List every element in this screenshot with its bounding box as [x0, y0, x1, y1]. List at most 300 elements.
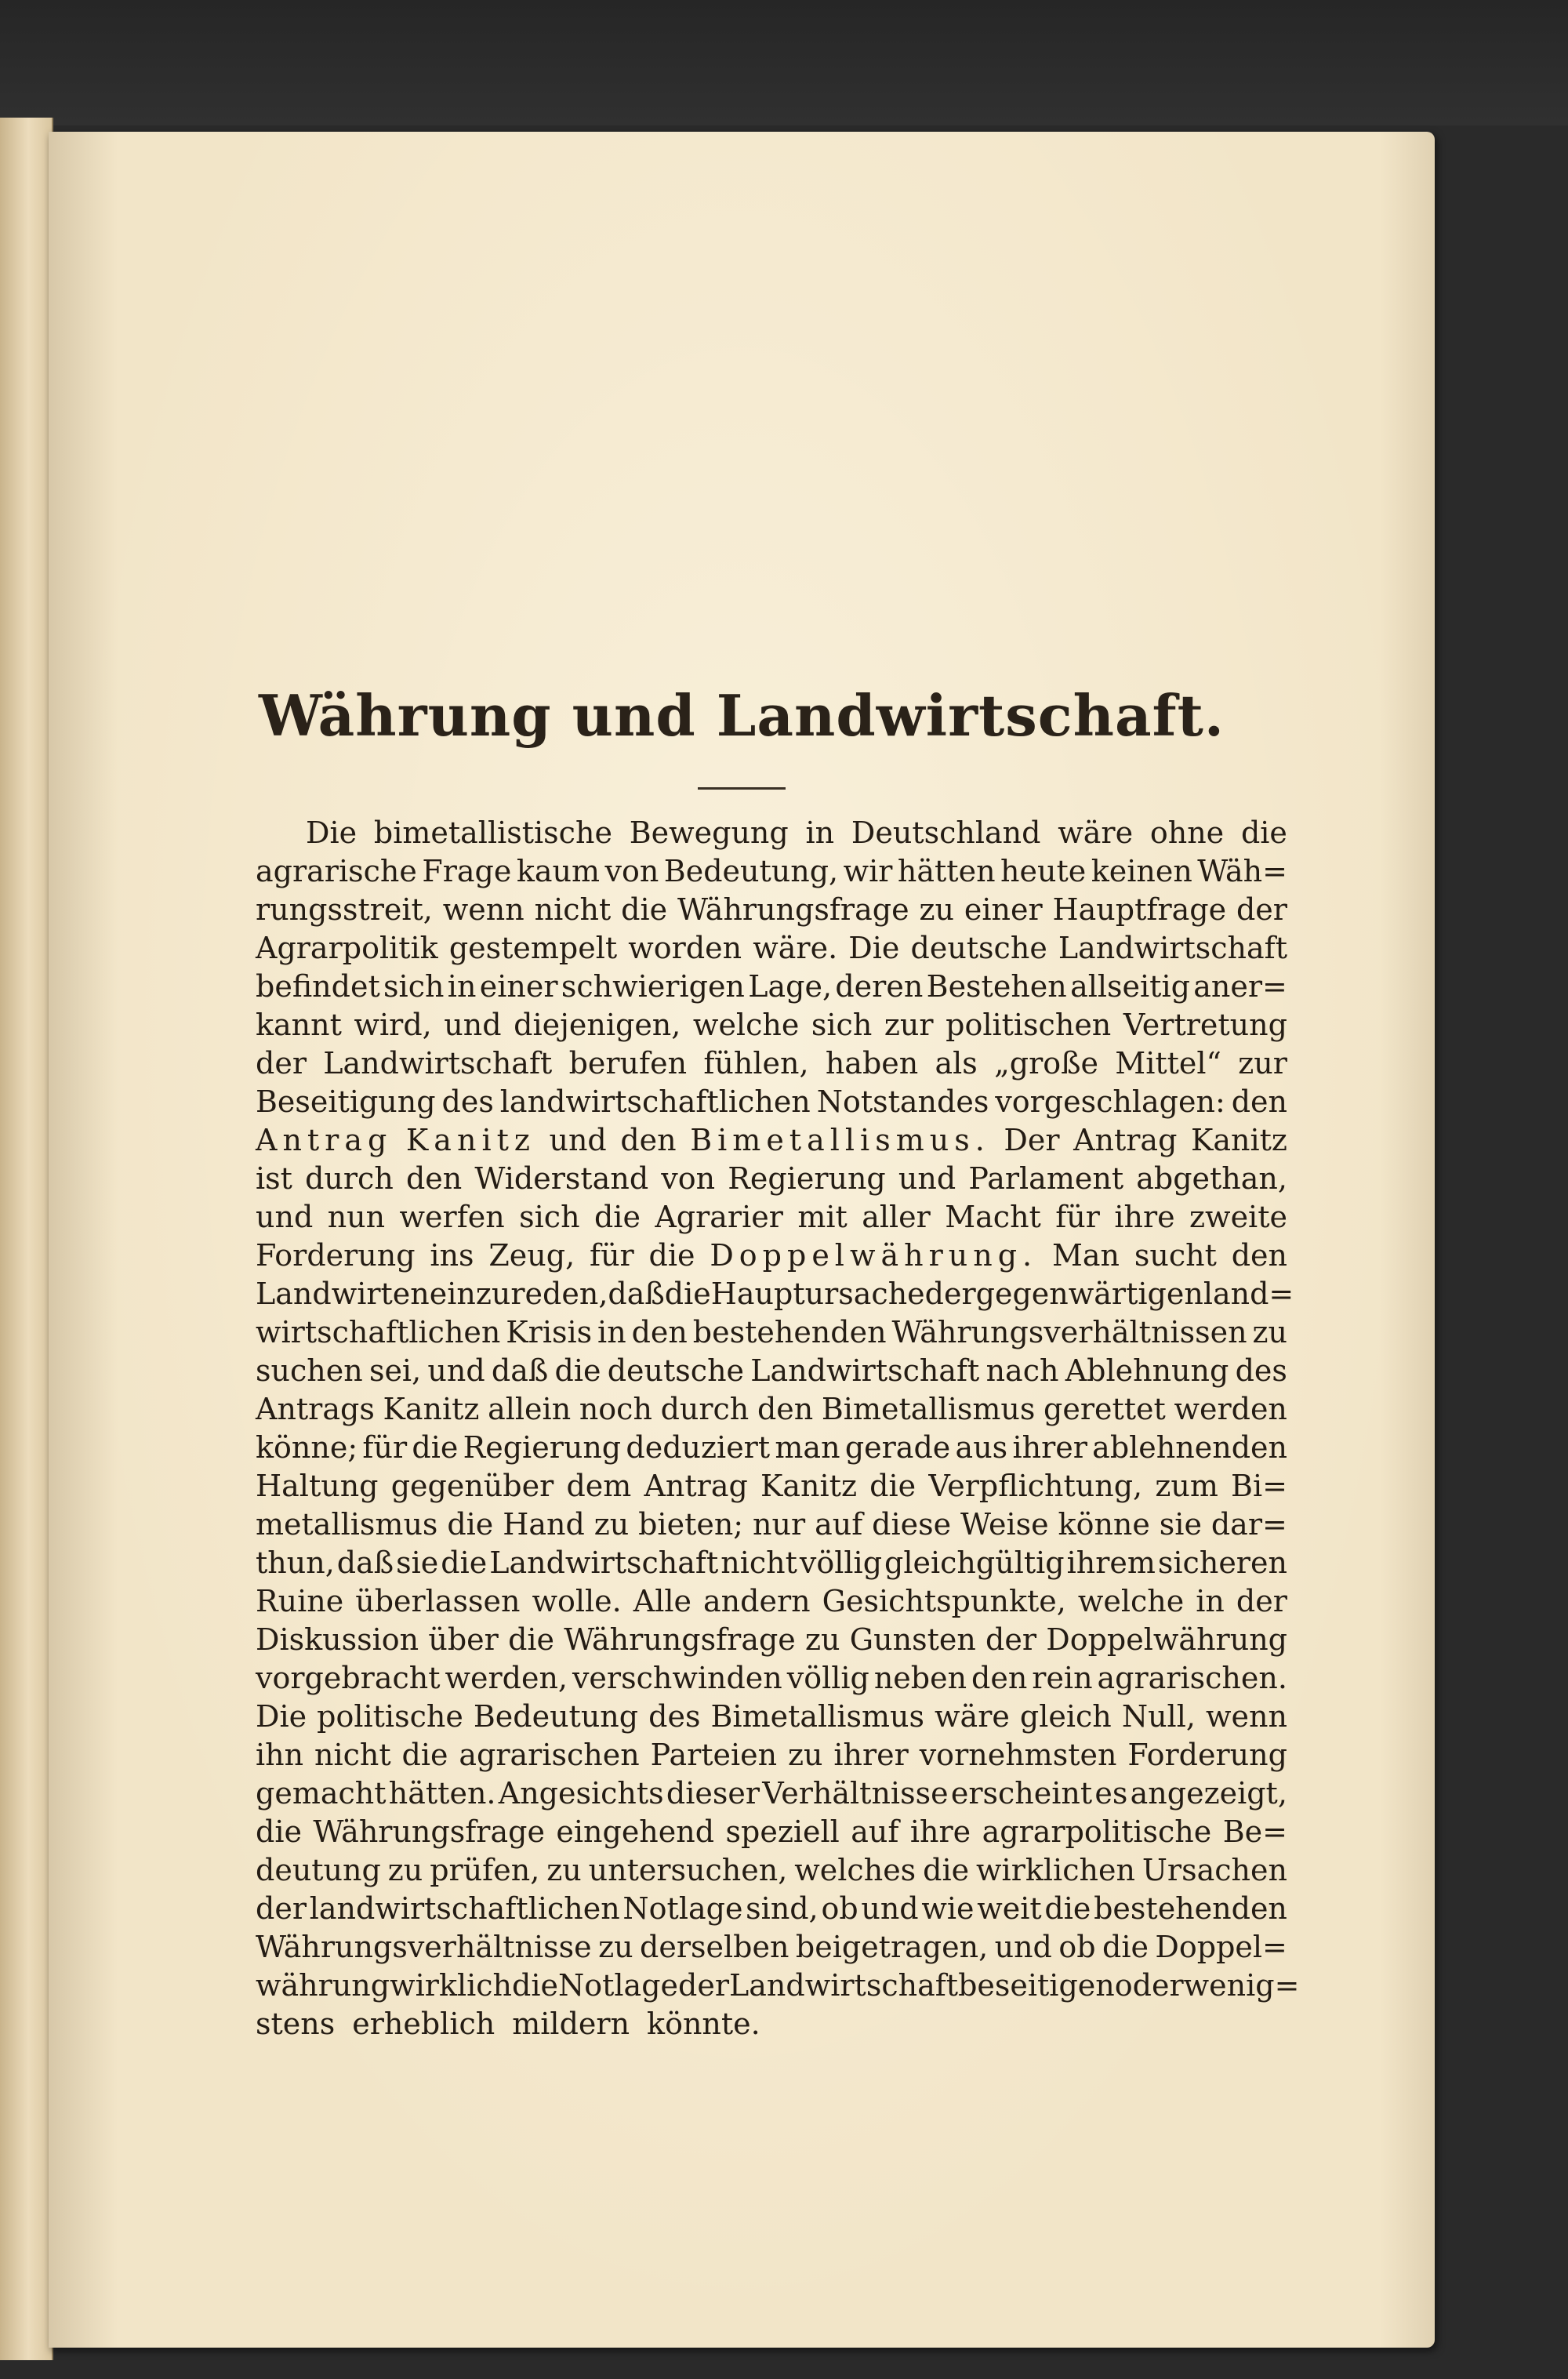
word: Währungsfrage [313, 1814, 545, 1849]
word: agrarischen. [1097, 1661, 1287, 1695]
word: völlig [799, 1545, 883, 1580]
word: auf [851, 1814, 899, 1849]
word: Wäh= [1197, 854, 1287, 888]
word: welches [794, 1853, 916, 1887]
book-page [49, 132, 1435, 2348]
word: aus [955, 1430, 1008, 1465]
word: als [935, 1046, 978, 1081]
text-line [256, 814, 1287, 852]
word: von [661, 1161, 716, 1196]
word: Bestehen [926, 969, 1067, 1004]
word: und [444, 1008, 502, 1042]
word: ihn [256, 1738, 304, 1772]
word: Forderung [1127, 1738, 1287, 1772]
word: die [869, 1469, 916, 1503]
word: keinen [1091, 854, 1192, 888]
text-line [256, 1582, 1287, 1621]
word: landwirtschaftlichen [309, 1891, 620, 1926]
word: wirklich [390, 1968, 513, 2003]
word: den [631, 1315, 688, 1349]
word: den [620, 1123, 677, 1157]
word: allseitig [1070, 969, 1190, 1004]
word: auf [815, 1507, 863, 1542]
text-line [256, 1544, 1287, 1582]
word: Verpflichtung, [928, 1469, 1143, 1503]
word: zu [598, 1930, 633, 1964]
word: Man [1051, 1238, 1120, 1273]
word: Hauptursache [710, 1277, 925, 1311]
word: daß [336, 1545, 394, 1580]
word: ihre [909, 1814, 971, 1849]
word: die [664, 1277, 711, 1311]
word: in [597, 1315, 626, 1349]
word: zur [1238, 1046, 1287, 1081]
scan-background [0, 0, 1568, 125]
word: Antrag [644, 1469, 748, 1503]
word: Be= [1222, 1814, 1287, 1849]
word: die [441, 1545, 488, 1580]
word: oder [1114, 1968, 1184, 2003]
word: ihrem [1066, 1545, 1156, 1580]
word: derselben [640, 1930, 789, 1964]
word: Währungsfrage [677, 892, 909, 927]
word: agrarischen [459, 1738, 640, 1772]
word: Lage, [748, 969, 833, 1004]
text-line [256, 1237, 1287, 1275]
word: beigetragen, [795, 1930, 989, 1964]
word: politischen [946, 1008, 1112, 1042]
text-line [256, 1890, 1287, 1928]
word: vornehmsten [919, 1738, 1117, 1772]
word: werden, [445, 1661, 568, 1695]
word: wird, [354, 1008, 432, 1042]
word: wie [921, 1891, 975, 1926]
word: politische [317, 1699, 463, 1734]
word: dem [566, 1469, 632, 1503]
word: Beseitigung [256, 1084, 436, 1119]
word: gemacht [256, 1776, 387, 1811]
word: und [861, 1891, 919, 1926]
word: metallismus [256, 1507, 438, 1542]
word: werden [1174, 1392, 1287, 1426]
word: gleichgültig [884, 1545, 1065, 1580]
word: suchen [256, 1353, 363, 1388]
word: Verhältnisse [762, 1776, 949, 1811]
text-line [256, 1160, 1287, 1198]
word: mit [797, 1200, 848, 1234]
word: die [1044, 1891, 1091, 1926]
word: gleich [1019, 1699, 1112, 1734]
word: neben [873, 1661, 967, 1695]
word: zu [593, 1507, 630, 1542]
word: Gesichtspunkte, [822, 1584, 1066, 1618]
word: die [593, 1200, 641, 1234]
word: Währungsverhältnisse [256, 1930, 592, 1964]
word: land= [1203, 1277, 1294, 1311]
word: aller [862, 1200, 931, 1234]
word: Deutschland [851, 815, 1041, 850]
word: Hand [503, 1507, 585, 1542]
word: erheblich [352, 2007, 495, 2041]
word: man [775, 1430, 840, 1465]
text-line [256, 1275, 1294, 1313]
word: Ursachen [1142, 1853, 1287, 1887]
word: des [441, 1084, 494, 1119]
word: Bedeutung [473, 1699, 639, 1734]
word: Alle [633, 1584, 692, 1618]
word: Regierung [463, 1430, 622, 1465]
text-line [256, 1390, 1287, 1429]
text-line [256, 1044, 1287, 1083]
word: beseitigen [958, 1968, 1115, 2003]
text-line [256, 1659, 1287, 1698]
word: Widerstand [474, 1161, 649, 1196]
word: in [805, 815, 835, 850]
word: und [256, 1200, 314, 1234]
word: sucht [1134, 1238, 1217, 1273]
word: zweite [1189, 1200, 1287, 1234]
word: bimetallistische [373, 815, 612, 850]
word: deutung [256, 1853, 381, 1887]
word: angezeigt, [1130, 1776, 1287, 1811]
word: die [447, 1507, 494, 1542]
text-line [256, 1967, 1300, 2005]
word: der [1236, 892, 1287, 927]
word: Parteien [650, 1738, 778, 1772]
word: gerade [844, 1430, 951, 1465]
text-line [256, 1352, 1287, 1390]
word: Kanitz [1190, 1123, 1287, 1157]
word: den [1231, 1238, 1287, 1273]
word: den [405, 1161, 463, 1196]
text-line [256, 1928, 1287, 1967]
text-line [256, 1313, 1287, 1352]
word: zu [805, 1622, 840, 1657]
word: dar= [1210, 1507, 1287, 1542]
word: durch [660, 1392, 750, 1426]
word: sich [811, 1008, 873, 1042]
text-line [256, 2005, 1287, 2043]
word: Haltung [256, 1469, 379, 1503]
word: schwierigen [561, 969, 745, 1004]
word: Landwirtschaft [489, 1545, 719, 1580]
word: die [648, 1238, 695, 1273]
word: diese [872, 1507, 952, 1542]
word: zu [1252, 1315, 1287, 1349]
word: Bimetallismus [821, 1392, 1036, 1426]
word: haben [825, 1046, 919, 1081]
word: sind, [746, 1891, 818, 1926]
text-line [256, 1813, 1287, 1851]
text-line [256, 891, 1287, 929]
word: der [924, 1277, 976, 1311]
word: nicht [720, 1545, 797, 1580]
word: sich [383, 969, 445, 1004]
word: zu [788, 1738, 823, 1772]
word: deutsche [607, 1353, 745, 1388]
word: ihrer [1012, 1430, 1087, 1465]
word: dieser [666, 1776, 760, 1811]
chapter-title: Währung und Landwirtschaft. [259, 682, 1225, 749]
word: gegenüber [390, 1469, 554, 1503]
word: Landwirtschaft [1058, 931, 1287, 965]
word: einer [479, 969, 558, 1004]
word: thun, [256, 1545, 335, 1580]
title-divider [698, 787, 786, 790]
word: wenig= [1183, 1968, 1300, 2003]
word: Doppelwährung [1046, 1622, 1287, 1657]
word: zur [884, 1008, 934, 1042]
word: die [1240, 815, 1287, 850]
word: nicht [534, 892, 612, 927]
word: des [648, 1699, 701, 1734]
word: wolle. [532, 1584, 622, 1618]
word: in [447, 969, 477, 1004]
word: bieten; [638, 1507, 744, 1542]
word: aner= [1193, 969, 1287, 1004]
word: Kanitz [405, 1123, 535, 1157]
word: Kanitz [760, 1469, 857, 1503]
word: rein [1032, 1661, 1093, 1695]
word: wenn [442, 892, 524, 927]
word: erscheint [950, 1776, 1093, 1811]
word: Der [1004, 1123, 1060, 1157]
word: kaum [516, 854, 601, 888]
word: Frage [422, 854, 512, 888]
word: gestempelt [448, 931, 618, 965]
word: Landwirtschaft [323, 1046, 553, 1081]
word: Notlage [558, 1968, 679, 2003]
word: wirtschaftlichen [256, 1315, 501, 1349]
word: überlassen [355, 1584, 521, 1618]
word: wäre [1058, 815, 1134, 850]
word: Bimetallismus [710, 1699, 924, 1734]
text-line [256, 1621, 1287, 1659]
word: Notlage [622, 1891, 743, 1926]
word: weit [977, 1891, 1042, 1926]
word: worden [628, 931, 742, 965]
word: zu [919, 892, 954, 927]
word: zu [546, 1853, 582, 1887]
text-line [256, 1505, 1287, 1544]
word: Ablehnung [1065, 1353, 1229, 1388]
word: den [971, 1661, 1028, 1695]
word: wir [843, 854, 893, 888]
word: sicheren [1157, 1545, 1287, 1580]
word: abgethan, [1136, 1161, 1287, 1196]
word: deutsche [910, 931, 1047, 965]
word: andern [703, 1584, 811, 1618]
word: die [923, 1853, 970, 1887]
word: die [256, 1814, 302, 1849]
word: über [428, 1622, 499, 1657]
word: Bi= [1231, 1469, 1287, 1503]
word: Krisis [506, 1315, 593, 1349]
word: durch [305, 1161, 394, 1196]
word: Weise [960, 1507, 1049, 1542]
word: sie [396, 1545, 439, 1580]
word: Die [848, 931, 900, 965]
word: und [549, 1123, 607, 1157]
word: die [412, 1430, 459, 1465]
text-line [256, 1736, 1287, 1774]
word: rungsstreit, [256, 892, 433, 927]
word: ob [1058, 1930, 1096, 1964]
word: zum [1155, 1469, 1218, 1503]
word: nach [985, 1353, 1059, 1388]
word: wäre. [753, 931, 838, 965]
word: den [1231, 1084, 1287, 1119]
word: nun [327, 1200, 386, 1234]
text-line [256, 1198, 1287, 1237]
word: eingehend [556, 1814, 715, 1849]
text-line [256, 1774, 1287, 1813]
word: in [1196, 1584, 1225, 1618]
word: deren [835, 969, 924, 1004]
word: vorgebracht [256, 1661, 441, 1695]
word: bestehenden [1094, 1891, 1287, 1926]
word: Hauptfrage [1052, 892, 1227, 927]
word: sie [1159, 1507, 1202, 1542]
word: zu [387, 1853, 423, 1887]
word: noch [579, 1392, 652, 1426]
word: bestehenden [692, 1315, 887, 1349]
word: Agrarpolitik [256, 931, 438, 965]
word: gerettet [1044, 1392, 1166, 1426]
word: prüfen, [430, 1853, 540, 1887]
word: der [1236, 1584, 1287, 1618]
word: berufen [568, 1046, 688, 1081]
word: der [256, 1046, 307, 1081]
word: sei, [368, 1353, 422, 1388]
word: kannt [256, 1008, 342, 1042]
word: Bimetallismus. [690, 1123, 990, 1157]
word: verschwinden [572, 1661, 782, 1695]
word: daß [608, 1277, 665, 1311]
word: stens [256, 2007, 336, 2041]
word: Landwirtschaft [750, 1353, 980, 1388]
word: landwirtschaftlichen [499, 1084, 811, 1119]
word: die [554, 1353, 601, 1388]
word: sich [519, 1200, 580, 1234]
word: völlig [786, 1661, 869, 1695]
word: untersuchen, [588, 1853, 788, 1887]
word: „große [994, 1046, 1099, 1081]
word: einzureden, [429, 1277, 608, 1311]
word: hätten. [388, 1776, 496, 1811]
word: der [256, 1891, 307, 1926]
text-line [256, 852, 1287, 891]
word: Forderung [256, 1238, 416, 1273]
text-line [256, 1698, 1287, 1736]
word: es [1094, 1776, 1128, 1811]
word: Die [306, 815, 358, 850]
word: heute [1000, 854, 1087, 888]
word: Bedeutung, [663, 854, 839, 888]
word: könne; [256, 1430, 358, 1465]
word: Notstandes [816, 1084, 989, 1119]
text-line [256, 1121, 1287, 1160]
word: fühlen, [703, 1046, 809, 1081]
word: Die [256, 1699, 307, 1734]
word: wäre [935, 1699, 1010, 1734]
word: Doppelwährung. [710, 1238, 1038, 1273]
word: von [604, 854, 659, 888]
word: ohne [1149, 815, 1225, 850]
word: diejenigen, [514, 1008, 681, 1042]
word: Antrag [1073, 1123, 1178, 1157]
word: der [678, 1968, 730, 2003]
word: ist [256, 1161, 292, 1196]
word: Macht [945, 1200, 1041, 1234]
word: die [1102, 1930, 1149, 1964]
word: daß [491, 1353, 549, 1388]
word: Währungsfrage [564, 1622, 796, 1657]
word: agrarpolitische [982, 1814, 1212, 1849]
text-line [256, 1429, 1287, 1467]
word: die [508, 1622, 555, 1657]
word: nicht [314, 1738, 391, 1772]
word: Doppel= [1155, 1930, 1287, 1964]
word: Vertretung [1123, 1008, 1287, 1042]
word: könne [1058, 1507, 1150, 1542]
word: und [994, 1930, 1052, 1964]
word: speziell [725, 1814, 840, 1849]
word: agrarische [256, 854, 417, 888]
word: welche [1077, 1584, 1185, 1618]
word: wenn [1205, 1699, 1287, 1734]
word: währung [256, 1968, 390, 2003]
word: deduziert [626, 1430, 771, 1465]
text-line [256, 1467, 1287, 1505]
word: Parlament [968, 1161, 1124, 1196]
facing-page-edge [0, 118, 53, 2360]
word: Gunsten [849, 1622, 976, 1657]
word: Ruine [256, 1584, 344, 1618]
text-line [256, 1851, 1287, 1890]
word: Mittel“ [1115, 1046, 1221, 1081]
word: befindet [256, 969, 380, 1004]
word: ihrer [833, 1738, 909, 1772]
word: ihre [1114, 1200, 1175, 1234]
word: die [621, 892, 668, 927]
word: einer [964, 892, 1043, 927]
word: wirklichen [976, 1853, 1135, 1887]
word: die [512, 1968, 558, 2003]
word: die [401, 1738, 448, 1772]
word: Agrarier [655, 1200, 783, 1234]
word: den [757, 1392, 814, 1426]
word: ob [821, 1891, 858, 1926]
text-line [256, 1083, 1287, 1121]
word: Antrag [256, 1123, 393, 1157]
word: der [985, 1622, 1037, 1657]
body-paragraph [256, 814, 1300, 2043]
word: Zeug, [488, 1238, 575, 1273]
text-line [256, 1006, 1287, 1044]
word: Null, [1121, 1699, 1196, 1734]
word: mildern [512, 2007, 630, 2041]
word: des [1235, 1353, 1287, 1388]
word: welche [692, 1008, 800, 1042]
word: hätten [897, 854, 996, 888]
word: Bewegung [629, 815, 789, 850]
word: Angesichts [498, 1776, 664, 1811]
word: vorgeschlagen: [995, 1084, 1225, 1119]
word: für [362, 1430, 408, 1465]
word: Kanitz [383, 1392, 480, 1426]
word: Landwirtschaft [729, 1968, 959, 2003]
